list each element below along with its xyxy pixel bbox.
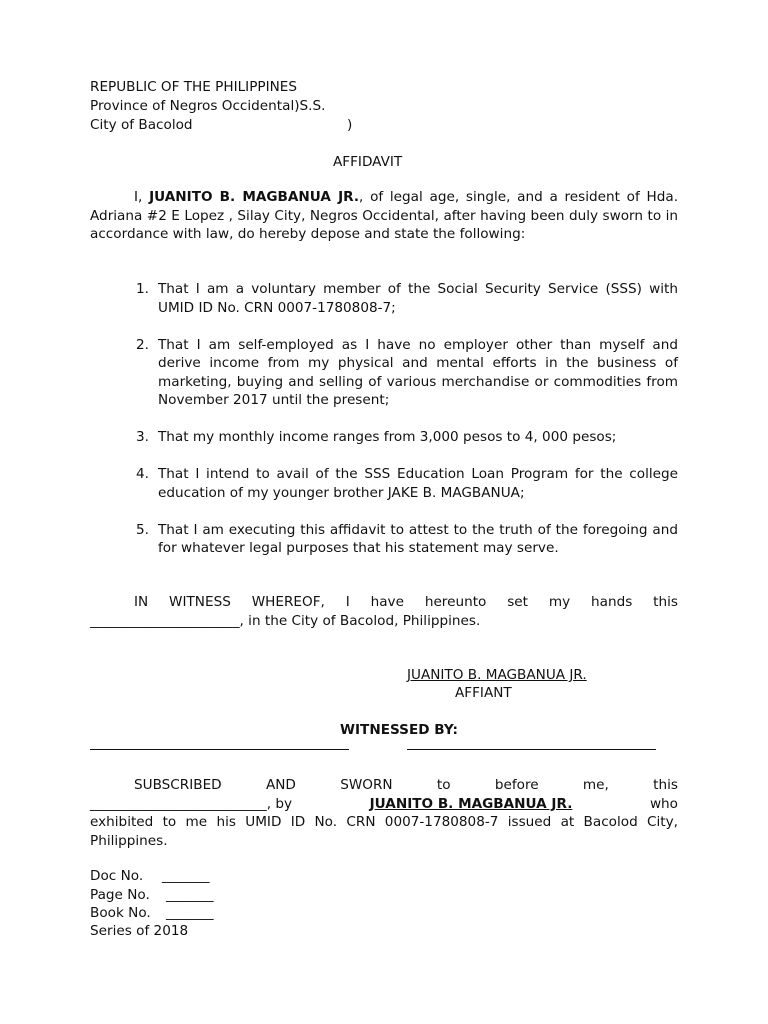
jurat-by: , by xyxy=(266,795,293,812)
jurat-rest: exhibited to me his UMID ID No. CRN 0007-1780808-7 issued at Bacolod City, Philippines. xyxy=(90,814,678,849)
jurat-line-1 xyxy=(90,776,678,795)
document-title: AFFIDAVIT xyxy=(333,154,403,170)
republic-heading: REPUBLIC OF THE PHILIPPINES xyxy=(90,79,297,95)
witness-signature-line-2 xyxy=(407,749,656,750)
item-number: 5. xyxy=(136,521,149,538)
jurat-word: SUBSCRIBED xyxy=(134,777,222,793)
jurat-line-2 xyxy=(90,795,678,814)
jurat-word: me, xyxy=(582,777,609,793)
item-text: That I intend to avail of the SSS Education Loan Program for the college education of my younger brother JAKE B. MAGBANUA; xyxy=(158,466,678,501)
city-paren: ) xyxy=(347,117,353,133)
book-no-blank: _______ xyxy=(166,905,214,921)
witness-clause-line1: IN WITNESS WHEREOF, I have hereunto set my hands this xyxy=(134,594,678,610)
jurat-word: AND xyxy=(265,777,296,793)
list-item xyxy=(136,465,678,502)
affiant-name-jurat: JUANITO B. MAGBANUA JR. xyxy=(369,795,573,812)
item-number: 1. xyxy=(136,281,149,297)
affiant-signature-name: JUANITO B. MAGBANUA JR. xyxy=(407,667,587,683)
series-line: Series of 2018 xyxy=(90,923,189,939)
item-text: That I am a voluntary member of the Social Security Service (SSS) with UMID ID No. CRN 0007-1780808-7; xyxy=(158,281,678,316)
witnessed-by-heading: WITNESSED BY: xyxy=(340,722,458,738)
list-item xyxy=(136,336,678,410)
doc-no-label: Doc No. xyxy=(90,868,144,884)
item-text: That I am self-employed as I have no employer other than myself and derive income from my physical and mental efforts in the business of marketing, buying and selling of various merchandise or commodities from November 2017 until the present; xyxy=(158,336,678,408)
witness-signature-line-1 xyxy=(90,749,349,750)
province-line: Province of Negros Occidental)S.S. xyxy=(90,98,326,114)
witness-clause-line2: , in the City of Bacolod, Philippines. xyxy=(239,612,481,629)
affiant-role: AFFIANT xyxy=(455,685,512,701)
intro-body: , of legal age, single, and a resident of Hda. Adriana #2 E Lopez , Silay City, Negros Occidental, after having been duly sworn to in accordance with law, do hereby depose and state the following: xyxy=(90,189,679,242)
jurat-word: before xyxy=(494,777,539,793)
jurat-word: SWORN xyxy=(340,777,393,793)
item-number: 4. xyxy=(136,466,149,482)
item-number: 2. xyxy=(136,336,149,353)
witness-clause xyxy=(90,593,678,630)
intro-pre: I, xyxy=(134,189,143,205)
statement-list xyxy=(136,280,678,576)
jurat-paragraph xyxy=(90,776,678,850)
book-no-label: Book No. xyxy=(90,905,151,921)
intro-paragraph xyxy=(90,188,678,244)
doc-no-blank: _______ xyxy=(162,868,210,884)
affiant-name-intro: JUANITO B. MAGBANUA JR. xyxy=(149,189,360,205)
page-no-label: Page No. xyxy=(90,887,150,903)
page-no-blank: _______ xyxy=(166,887,214,903)
item-number: 3. xyxy=(136,429,149,445)
item-text: That my monthly income ranges from 3,000 pesos to 4, 000 pesos; xyxy=(158,429,617,445)
jurat-date-blank: __________________________ xyxy=(90,795,267,812)
list-item xyxy=(136,521,678,558)
list-item xyxy=(136,280,678,317)
witness-date-blank: ______________________ xyxy=(90,612,240,629)
jurat-word: to xyxy=(436,777,451,793)
jurat-word: this xyxy=(653,777,678,793)
jurat-who: who xyxy=(649,795,678,812)
list-item xyxy=(136,428,678,447)
city-line: City of Bacolod xyxy=(90,117,193,133)
item-text: That I am executing this affidavit to attest to the truth of the foregoing and for whatever legal purposes that his statement may serve. xyxy=(158,521,678,556)
